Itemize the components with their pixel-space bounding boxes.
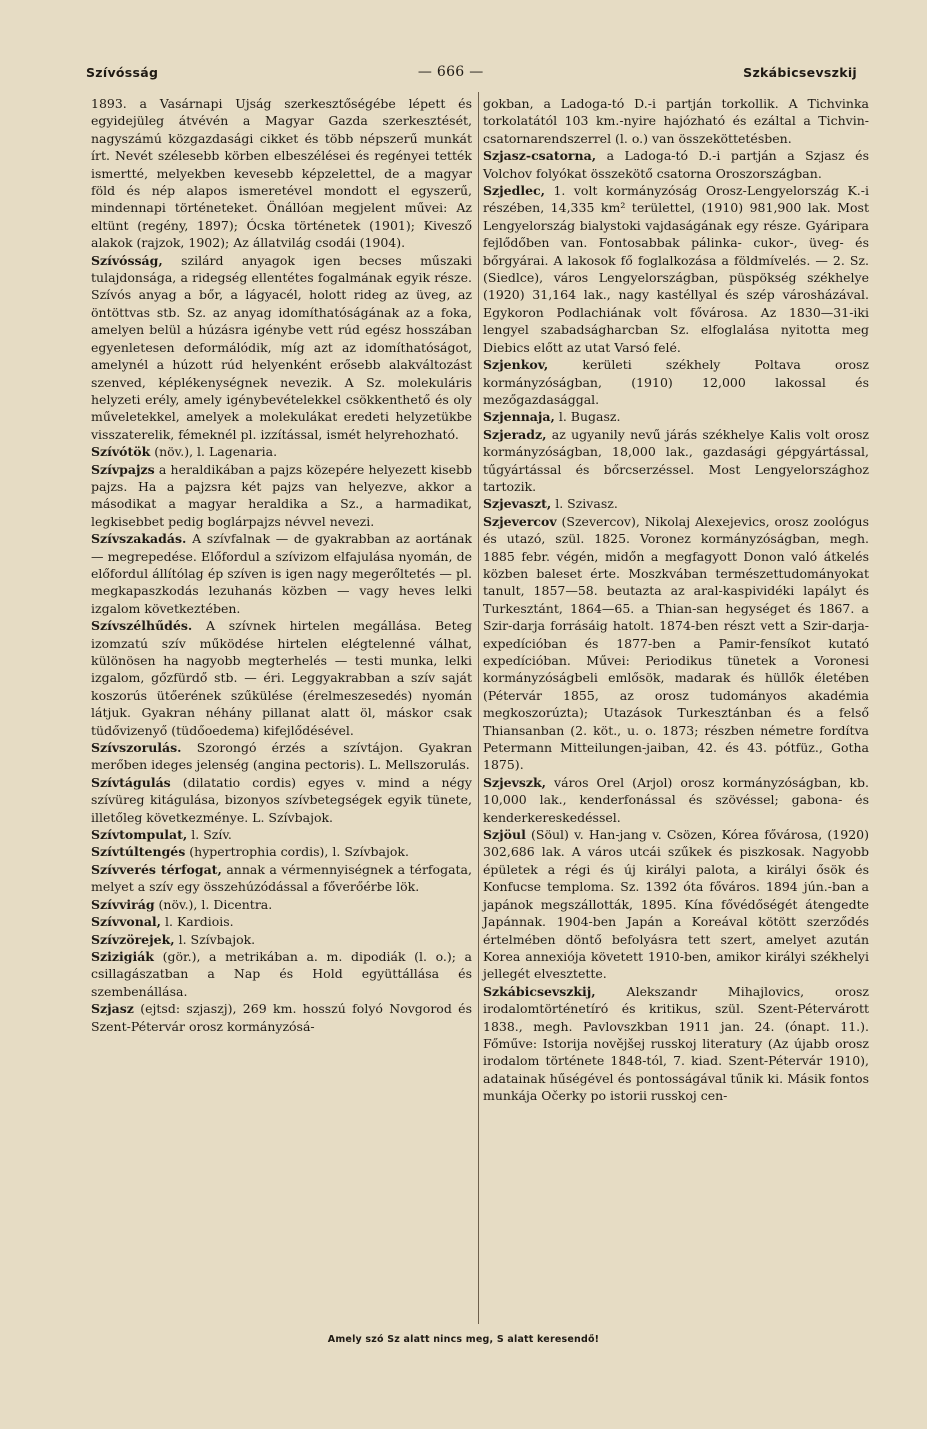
dictionary-entry	[91, 95, 472, 252]
entry-headword: Szívszakadás.	[91, 531, 187, 547]
entry-text: l. Szív.	[187, 827, 232, 843]
entry-headword: Szívtompulat,	[91, 827, 188, 843]
entry-headword: Szjennaja,	[483, 409, 555, 425]
dictionary-entry	[91, 861, 472, 896]
entry-headword: Szívósság,	[91, 252, 163, 268]
dictionary-entry	[91, 739, 472, 774]
dictionary-entry	[483, 513, 869, 774]
entry-text: (Söul) v. Han-jang v. Csözen, Kórea fővárosa, (1920) 302,686 lak. A város utcái szűkek és piszkosak. Nagyobb épületek a régi és új királyi palota, a királyi ősök és Konfucse temploma. Sz. 1392 óta főváros. 1894 jún.-ban a japánok megszállották, 1895. Kína fővédőségét átengedte Japánnak. 1904-ben Japán a Koreával kötött szerződés értelmében döntő befolyásra tett szert, amelyet azután Korea annexiója követett 1910-ben, amikor királyi székhelyi jellegét elvesztette.	[483, 827, 869, 982]
entry-text: Alekszandr Mihajlovics, orosz irodalomtörténetíró és kritikus, szül. Szent-Pétervárott 1838., megh. Pavlovszkban 1911 jan. 24. (ónapt. 11.). Főműve: Istorija novějšej russkoj literatury (Az újabb orosz irodalom története 1848-tól, 7. kiad. Szent-Pétervár 1910), adatainak hűségével és pontosságával tűnik ki. Másik fontos munkája Očerky po istorii russkoj cen-	[483, 983, 869, 1104]
entry-headword: Szjasz-csatorna,	[483, 148, 597, 164]
entry-text: város Orel (Arjol) orosz kormányzóságban, kb. 10,000 lak., kenderfonással és szövéssel; gabona- és kenderkereskedéssel.	[483, 774, 869, 825]
entry-headword: Szívpajzs	[91, 461, 155, 477]
dictionary-entry	[91, 252, 472, 443]
dictionary-entry	[483, 826, 869, 983]
entry-headword: Szívvirág	[91, 896, 155, 912]
dictionary-entry	[91, 826, 472, 843]
dictionary-entry	[91, 774, 472, 826]
entry-headword: Szívtúltengés	[91, 844, 186, 860]
dictionary-entry	[483, 983, 869, 1105]
page-footer-note: Amely szó Sz alatt nincs meg, S alatt keresendő!	[327, 1334, 600, 1345]
header-right-keyword: Szkábicsevszkij	[743, 64, 857, 80]
entry-headword: Szizigiák	[91, 948, 154, 964]
entry-text: l. Kardiois.	[161, 914, 234, 930]
entry-headword: Szívverés térfogat,	[91, 861, 222, 877]
entry-headword: Szívzörejek,	[91, 931, 175, 947]
dictionary-entry	[483, 95, 869, 147]
entry-text: a Ladoga-tó D.-i partján a Szjasz és Volchov folyókat összekötő csatorna Oroszországban.	[483, 148, 869, 181]
entry-text: szilárd anyagok igen becses műszaki tulajdonsága, a ridegség ellentétes fogalmának egyik része. Szívós anyag a bőr, a lágyacél, holott rideg az üveg, az öntöttvas stb. Sz. az anyag idomíthatóságának az a foka, amelyen belül a húzásra igénybe vett rúd egész hosszában egyenletesen deformálódik, míg azt az idomíthatóságot, amelynél a húzott rúd helyenként erősebb alakváltozást szenved, képlékenységnek nevezik. A Sz. molekuláris helyzeti erély, amely igénybevételekkel csökkenthető és oly műveletekkel, amelyek a molekulákat eredeti helyzetükbe visszaterelik, fémeknél pl. izzítással, ismét helyrehozható.	[91, 252, 472, 442]
dictionary-entry	[91, 896, 472, 913]
entry-text: (Szevercov), Nikolaj Alexejevics, orosz zoológus és utazó, szül. 1825. Voronez kormányzóságban, megh. 1885 febr. végén, midőn a megfagyott Donon való átkelés közben baleset érte. Moszkvában természettudományokat tanult, 1857—58. beutazta az aral-kaspividéki lapályt és Turkesztánt, 1864—65. a Thian-san hegységet és 1867. a Szir-darja forrásáig hatolt. 1874-ben részt vett a Szir-darja-expedícióban és 1877-ben a Pamir-fensíkot kutató expedícióban. Művei: Periodikus tünetek a Voronesi kormányzóságbeli emlősök, madarak és hüllők életében (Pétervár 1855, az orosz tudományos akadémia megkoszorúzta); Utazások Turkesztánban és a felső Thiansanban (2. köt., u. o. 1873; részben németre fordítva Petermann Mitteilungen-jaiban, 42. és 43. pótfüz., Gotha 1875).	[483, 513, 869, 773]
dictionary-entry	[483, 147, 869, 182]
entry-text: l. Bugasz.	[554, 409, 621, 425]
entry-text: 1893. a Vasárnapi Ujság szerkesztőségébe lépett és egyidejüleg átvévén a Magyar Gazda szerkesztését, nagyszámú közgazdasági cikket és több népszerű munkát írt. Nevét szélesebb körben elbeszélései és regényei tették ismertté, melyekben kevesebb képzelettel, de a magyar föld és nép alapos ismeretével mondott el egyszerű, mindennapi történeteket. Önállóan megjelent művei: Az eltünt (regény, 1897); Ócska történetek (1901); Kivesző alakok (rajzok, 1902); Az állatvilág csodái (1904).	[91, 96, 472, 251]
entry-text: l. Szivasz.	[551, 496, 618, 512]
entry-headword: Szívvonal,	[91, 914, 162, 930]
entry-text: Szorongó érzés a szívtájon. Gyakran merőben ideges jelenség (angina pectoris). L. Mellszorulás.	[91, 740, 472, 773]
page-header	[86, 62, 857, 82]
entry-headword: Szjeradz,	[483, 426, 547, 442]
dictionary-entry	[91, 617, 472, 739]
entry-text: a heraldikában a pajzs közepére helyezett kisebb pajzs. Ha a pajzsra két pajzs van helyezve, akkor a másodikat a magyar heraldika a Sz., a harmadikat, legkisebbet pedig boglárpajzs névvel nevezi.	[91, 461, 472, 529]
column-divider	[478, 92, 479, 1324]
entry-headword: Szjedlec,	[483, 183, 546, 199]
entry-text: (növ.), l. Lagenaria.	[150, 444, 278, 460]
dictionary-entry	[483, 356, 869, 408]
entry-text: (hypertrophia cordis), l. Szívbajok.	[185, 844, 409, 860]
dictionary-entry	[91, 443, 472, 460]
entry-headword: Szjevszk,	[483, 774, 547, 790]
dictionary-entry	[91, 843, 472, 860]
entry-text: A szívfalnak — de gyakrabban az aortának — megrepedése. Előfordul a szívizom elfajulása nyomán, de előfordul állítólag ép szíven is igen nagy megerőltetés — pl. megkapaszkodás lezuhanás közben — vagy heves lelki izgalom következtében.	[91, 531, 472, 616]
entry-headword: Szjevaszt,	[483, 496, 552, 512]
entry-text: (ejtsd: szjaszj), 269 km. hosszú folyó Novgorod és Szent-Pétervár orosz kormányzósá-	[91, 1001, 472, 1034]
entry-headword: Szjasz	[91, 1001, 134, 1017]
entry-headword: Szívtágulás	[91, 774, 171, 790]
entry-headword: Szívszélhűdés.	[91, 618, 193, 634]
entry-text: kerületi székhely Poltava orosz kormányzóságban, (1910) 12,000 lakossal és mezőgazdasággal.	[483, 357, 869, 407]
left-column	[91, 95, 472, 1035]
dictionary-entry	[91, 461, 472, 531]
entry-headword: Szkábicsevszkij,	[483, 983, 596, 999]
right-column	[483, 95, 869, 1105]
dictionary-entry	[483, 408, 869, 425]
dictionary-entry	[91, 931, 472, 948]
entry-text: annak a vérmennyiségnek a térfogata, melyet a szív egy összehúzódással a főverőérbe lök.	[91, 861, 472, 895]
entry-headword: Szjevercov	[483, 513, 557, 529]
entry-text: 1. volt kormányzóság Orosz-Lengyelország K.-i részében, 14,335 km² területtel, (1910) 981,900 lak. Most Lengyelország bialystoki vajdaságának egy része. Gyáripara fejlődőben van. Fontosabbak pálinka- cukor-, üveg- és bőrgyárai. A lakosok fő foglalkozása a földmívelés. — 2. Sz. (Siedlce), város Lengyelországban, püspökség székhelye (1920) 31,164 lak., nagy kastéllyal és szép városházával. Egykoron Podlachiának volt fővárosa. Az 1830—31-iki lengyel szabadságharcban Sz. elfoglalása nyitotta meg Diebics előtt az utat Varsó felé.	[483, 183, 869, 355]
page-number: — 666 —	[417, 64, 484, 80]
entry-headword: Szívszorulás.	[91, 740, 182, 756]
entry-text: (dilatatio cordis) egyes v. mind a négy szívüreg kitágulása, bizonyos szívbetegségek egyik tünete, illetőleg következménye. L. Szívbajok.	[91, 774, 472, 825]
entry-text: (növ.), l. Dicentra.	[154, 896, 273, 912]
entry-text: az ugyanily nevű járás székhelye Kalis volt orosz kormányzóságban, 18,000 lak., gazdasági gépgyártással, tűgyártással és bőrcserzéssel. Most Lengyelországhoz tartozik.	[483, 426, 869, 494]
dictionary-entry	[483, 426, 869, 496]
dictionary-entry	[91, 948, 472, 1000]
entry-headword: Szívótök	[91, 444, 151, 460]
dictionary-entry	[91, 913, 472, 930]
dictionary-entry	[483, 774, 869, 826]
entry-headword: Szjenkov,	[483, 357, 549, 373]
entry-text: l. Szívbajok.	[174, 931, 256, 947]
dictionary-entry	[483, 495, 869, 512]
dictionary-entry	[483, 182, 869, 356]
dictionary-entry	[91, 1000, 472, 1035]
entry-text: A szívnek hirtelen megállása. Beteg izomzatú szív működése hirtelen elégtelenné válhat, különösen ha nagyobb megterhelés — testi munka, lelki izgalom, gőzfürdő stb. — éri. Leggyakrabban a szív saját koszorús ütőerének szűkülése (érelmeszesedés) nyomán látjuk. Gyakran néhány pillanat alatt öl, máskor csak tüdővizenyő (tüdőoedema) kifejlődésével.	[91, 618, 472, 738]
entry-headword: Szjöul	[483, 827, 526, 843]
header-left-keyword: Szívósság	[86, 64, 159, 80]
entry-text: (gör.), a metrikában a. m. dipodiák (l. o.); a csillagászatban a Nap és Hold együttállása és szembenállása.	[91, 948, 472, 999]
entry-text: gokban, a Ladoga-tó D.-i partján torkollik. A Tichvinka torkolatától 103 km.-nyire hajózható és ezáltal a Tichvin-csatornarendszerrel (l. o.) van összeköttetésben.	[483, 96, 869, 146]
dictionary-entry	[91, 530, 472, 617]
